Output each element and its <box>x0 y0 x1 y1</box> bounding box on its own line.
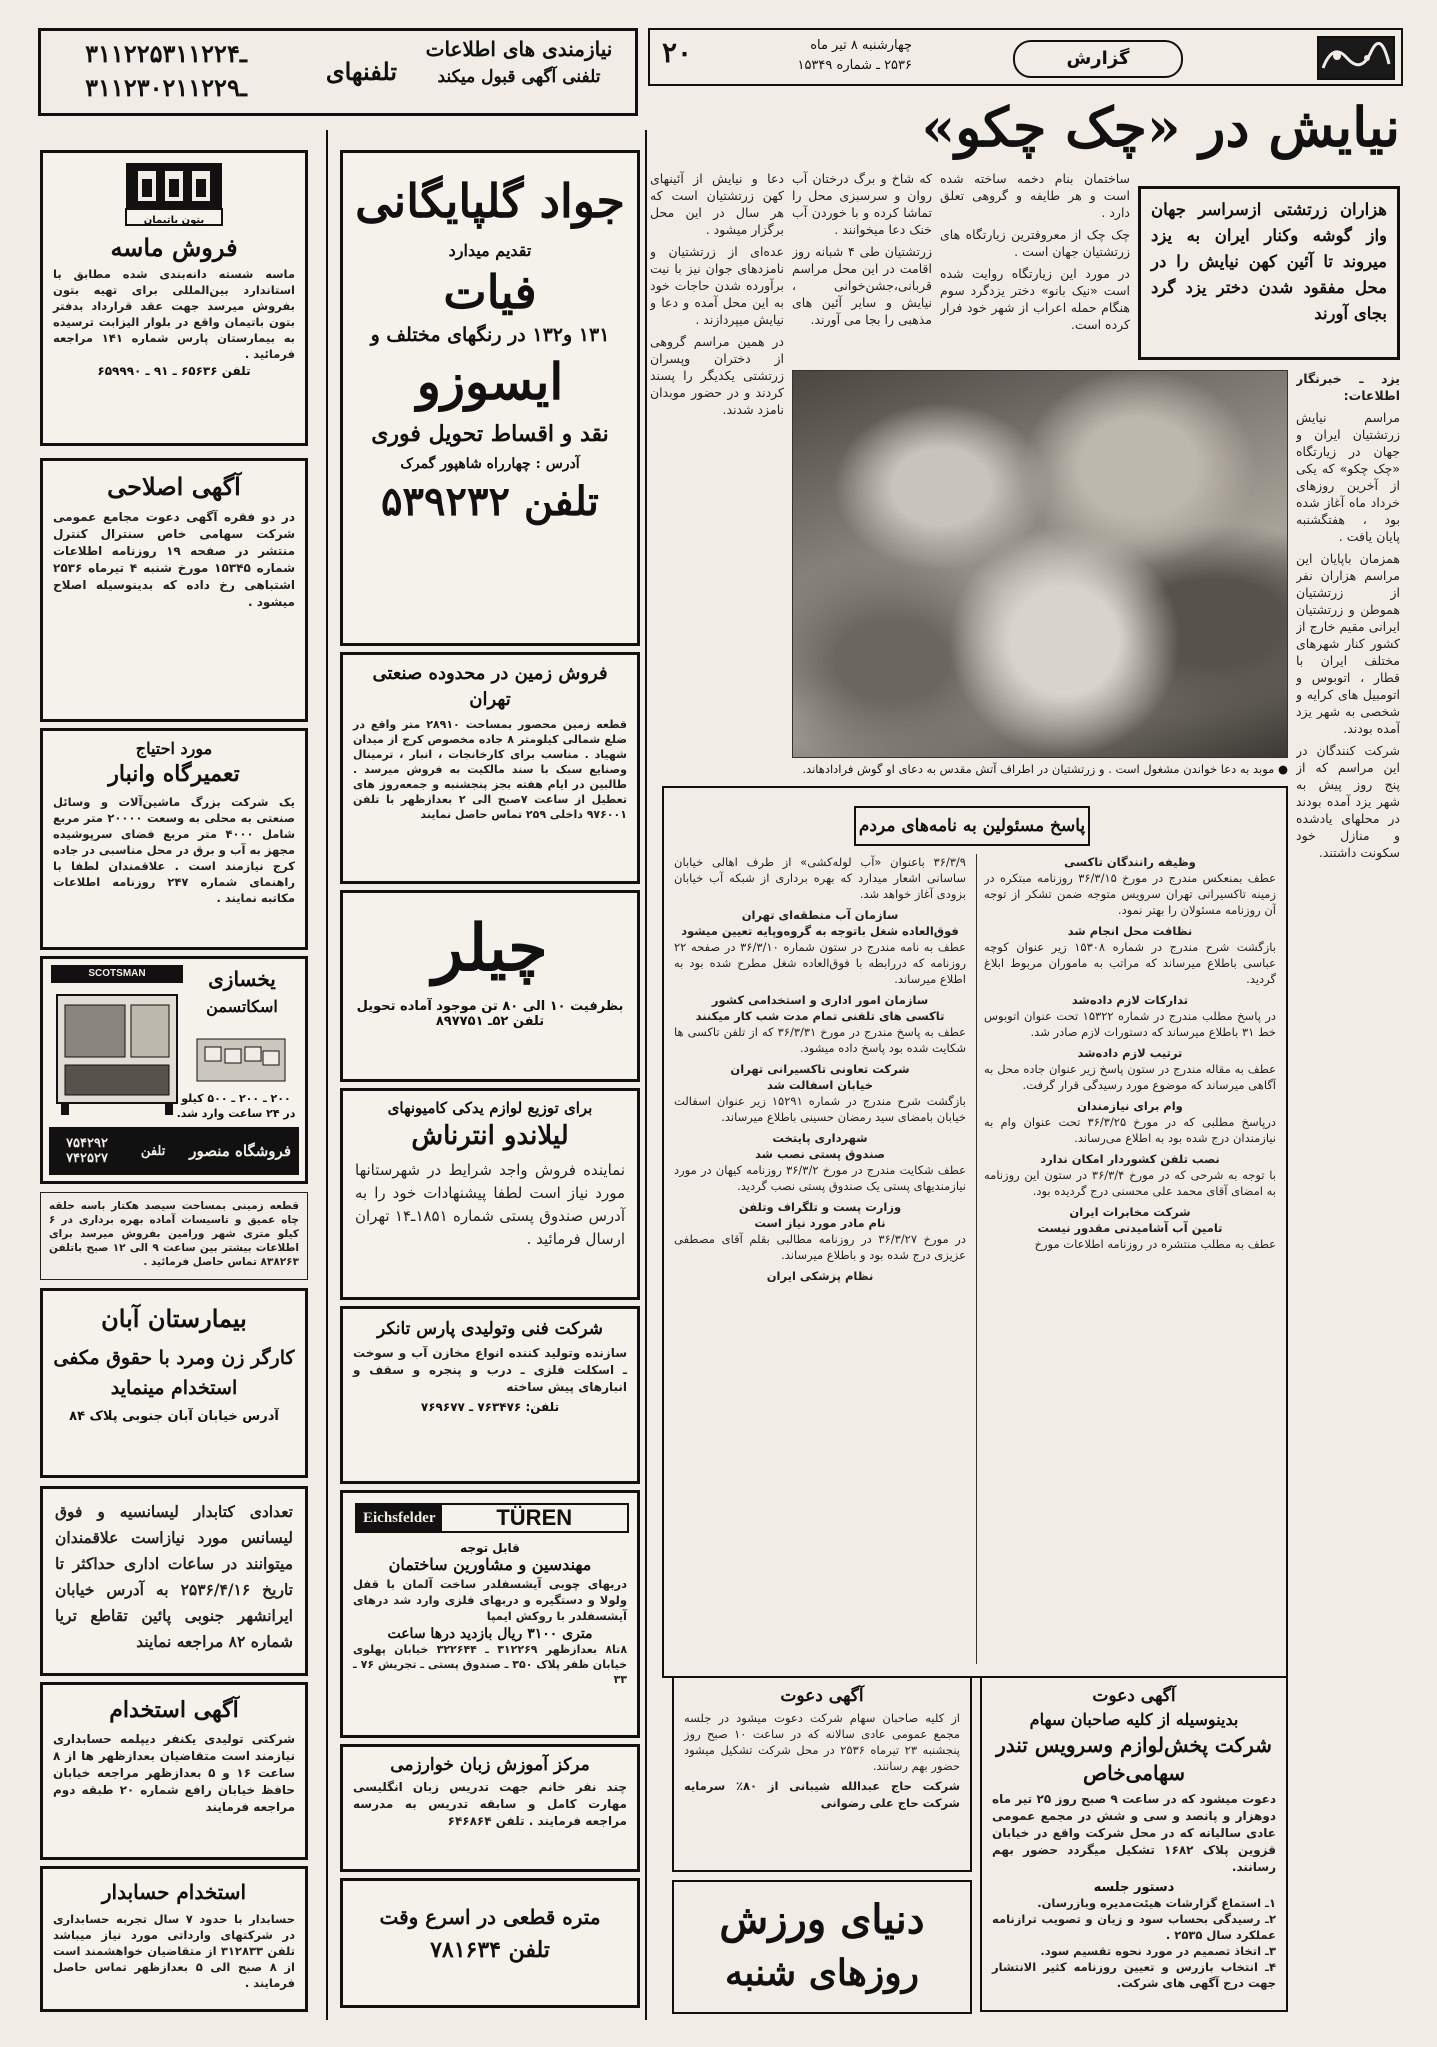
chiller-phone: تلفن ۵۲ـ ۸۹۷۷۵۱ <box>435 1014 545 1029</box>
needs-subtitle: تلفنی آگهی قبول میکند <box>437 67 601 87</box>
resp-r-body-4: درپاسخ مطلبی که در مورخ ۳۶/۳/۲۵ تحت عنوان وام به نیازمندان درج شده بود به اطلاع می‌رساند. <box>984 1115 1276 1145</box>
agenda-item-3: ۳ـ اتخاذ تصمیم در مورد نحوه تقسیم سود. <box>1040 1944 1276 1958</box>
resp-l-title-9: وزارت پست و تلگراف وتلفن <box>738 1200 902 1214</box>
khwarazmi-title: مرکز آموزش زبان خوارزمی <box>390 1755 590 1775</box>
report-col-c <box>792 170 932 360</box>
land-title: فروش زمین در محدوده صنعتی تهران <box>372 663 608 710</box>
report-col-a <box>1296 370 1400 2030</box>
chiller-ad <box>340 890 640 1082</box>
invite2-title: آگهی دعوت <box>1092 1686 1176 1706</box>
agenda-item-1: ۱ـ استماع گزارشات هیئت‌مدیره وبازرسان. <box>1037 1896 1276 1910</box>
scotsman-brand <box>51 965 183 983</box>
scotsman-caps: ۲۰۰ ـ ۲۰۰ ـ ۵۰۰ کیلو در ۲۴ ساعت وارد شد. <box>176 1092 296 1120</box>
warehouse-title: تعمیرگاه وانبار <box>108 761 240 787</box>
responses-heading <box>854 806 1090 846</box>
correction-ad <box>40 458 308 722</box>
resp-l-body-0: ۳۶/۳/۹ باعنوان «آب لوله‌کشی» از طرف اهالی خیابان ساسانی اشعار میدارد که بهره برداری از شبکه آب خیابان بزودی آغاز خواهد شد. <box>674 855 966 901</box>
resp-r-body-5: با توجه به شرحی که در مورخ ۳۶/۳/۴ در ستون این روزنامه به امضای آقای محمد علی محسنی درج گردیده بود. <box>984 1168 1276 1198</box>
resp-l-title-1: سازمان آب منطقه‌ای تهران <box>741 908 899 922</box>
resp-l-body-6: بازگشت شرح مندرج در شماره ۱۵۲۹۱ زیر عنوان اسفالت خیابان بامضای سید رمضان حسینی باطلاع میرساند. <box>674 1094 966 1124</box>
scotsman-footer <box>49 1127 299 1175</box>
photo-caption: ● موبد به دعا خواندن مشغول است . و زرتشتیان در اطراف آتش مقدس به دعای او گوش فرادادهاند. <box>802 762 1288 776</box>
resp-r-title-5: نصب تلفن کشوردار امکان ندارد <box>1040 1152 1220 1166</box>
column-rule-mid <box>645 130 647 2020</box>
issue-date: چهارشنبه ۸ تیر ماه <box>810 38 912 53</box>
resp-r-body-2: در پاسخ مطلب مندرج در شماره ۱۵۳۲۲ تحت عنوان اتوبوس خط ۳۱ باطلاع میرساند که دستورات لازم صادر شد. <box>984 1009 1276 1039</box>
resp-l-title-6: خیابان اسفالت شد <box>766 1078 874 1092</box>
correction-title: آگهی اصلاحی <box>107 472 241 501</box>
report-col-b-p3: در مورد این زیارتگاه روایت شده است «نیک بانو» دختر یزدگرد سوم هنگام حمله اعراب از شهر خود فرار کرده است. <box>940 266 1130 332</box>
report-summary-text: هزاران زرتشتی ازسراسر جهان واز گوشه وکنار ایران به یزد میروند تا آئین کهن نیایش را در محل مفقود شدن دختر یزد گرد بجای آورند <box>1151 200 1387 323</box>
responses-box <box>662 786 1288 1678</box>
scotsman-phone-label: تلفن <box>140 1143 166 1159</box>
sand-phone: تلفن ۶۵۶۳۶ ـ ۹۱ ـ ۶۵۹۹۹۰ <box>97 364 251 378</box>
librarian-ad <box>40 1486 308 1676</box>
dealer-address: آدرس : چهارراه شاهپور گمرک <box>400 456 580 472</box>
resp-r-title-4: وام برای نیازمندان <box>1077 1099 1183 1113</box>
agenda-item-4: ۴ـ انتخاب بازرس و تعیین روزنامه کثیر الانتشار جهت درج آگهی های شرکت. <box>992 1960 1276 1990</box>
report-col-d <box>650 170 784 750</box>
meter-phone: تلفن ۷۸۱۶۳۴ <box>430 1937 550 1963</box>
ceremony-photo <box>792 370 1288 758</box>
khwarazmi-ad <box>340 1744 640 1872</box>
masthead-left <box>38 28 638 116</box>
invite1-body: از کلیه صاحبان سهام شرکت دعوت میشود در جلسه مجمع عمومی عادی سالانه که در ساعت ۱۰ صبح روز پنجشنبه ۲۳ تیرماه ۲۵۳۶ در محل شرکت تشکیل میشود حضور بهم رسانند. <box>684 1711 960 1773</box>
land2-ad <box>40 1192 308 1280</box>
responses-heading-text: پاسخ مسئولین به نامه‌های مردم <box>858 816 1086 836</box>
dealer-name: جواد گلپایگانی <box>355 174 625 228</box>
report-col-c-p1: که شاخ و برگ درختان آب روان و سرسبزی محل را تماشا کرده و با خوردن آب خنک دعا میخوانند . <box>792 171 932 237</box>
sand-body: ماسه شسته دانه‌بندی شده مطابق با استاندارد بین‌المللی برای تهیه بتون بفروش میرسد جهت عقد قرارداد بدفتر بتون باتیمان واقع در بلوار الیزابت ترسیده به بیمارستان پارس شماره ۱۴۱ مراجعه فرمائید . <box>53 267 295 361</box>
leyland-title: لیلاندو انترناش <box>411 1121 569 1151</box>
sports-line-2: روزهای شنبه <box>724 1952 919 1994</box>
turen-logo <box>355 1503 629 1533</box>
leyland-ad <box>340 1088 640 1300</box>
khwarazmi-body: چند نفر خانم جهت تدریس زبان انگلیسی مهارت کامل و سابقه تدریس به مدرسه مراجعه فرمایند . تلفن ۶۴۶۸۶۴ <box>353 1780 627 1828</box>
meter-title: متره قطعی در اسرع وقت <box>379 1905 601 1929</box>
dealer-ad <box>340 150 640 646</box>
pars-title: شرکت فنی وتولیدی پارس تانکر <box>376 1319 604 1339</box>
employ-title: آگهی استخدام <box>109 1697 239 1723</box>
employ-body: شرکتی تولیدی یکنفر دیپلمه حسابداری نیازمند است متقاضیان بعدازظهر ها از ۸ ساعت ۱۶ و ۵ بعدازظهر مراجعه خیابان حافظ خیابان رافع شماره ۲۰ طبقه دوم مراجعه فرمایند <box>53 1732 296 1814</box>
turen-brand-1: Eichsfelder <box>357 1505 442 1531</box>
invite2-agenda <box>992 1895 1276 1991</box>
hospital-title: بیمارستان آبان <box>101 1304 247 1333</box>
isuzu-terms: نقد و اقساط تحویل فوری <box>371 421 609 447</box>
report-headline: نیایش در «چک چکو» <box>921 95 1400 159</box>
fiat-title: فیات <box>443 265 537 319</box>
report-col-b <box>940 170 1130 360</box>
resp-l-title-5: شرکت تعاونی تاکسیرانی تهران <box>730 1062 910 1076</box>
invite1-title: آگهی دعوت <box>780 1686 864 1706</box>
resp-l-title-10: نام مادر مورد نیاز است <box>754 1216 886 1230</box>
resp-r-title-1: نظافت محل انجام شد <box>1067 924 1193 938</box>
ice-machine-icon <box>51 987 183 1119</box>
needs-block <box>409 37 629 87</box>
employ-ad <box>40 1682 308 1860</box>
resp-r-title-3: ترتیب لازم داده‌شد <box>1077 1046 1183 1060</box>
dealer-intro: تقدیم میدارد <box>448 241 532 260</box>
beton-logo-text: بتون باتیمان <box>143 215 205 226</box>
scotsman-ad <box>40 956 308 1184</box>
chiller-body: بظرفیت ۱۰ الی ۸۰ تن موجود آماده تحویل <box>356 999 624 1014</box>
report-dateline: یزد ـ خبرنگار اطلاعات: <box>1296 371 1400 403</box>
report-col-a-p3: شرکت کنندگان در این مراسم که از پنج روز پیش به شهر یزد آمده بودند در محلهای یادشده و منازل خود سکونت داشتند. <box>1296 743 1400 860</box>
resp-l-title-3: سازمان امور اداری و استخدامی کشور <box>711 993 929 1007</box>
phones-label: تلفنهای <box>325 57 397 86</box>
hospital-ad <box>40 1288 308 1478</box>
resp-l-title-11: نظام پزشکی ایران <box>766 1269 874 1283</box>
resp-l-title-8: صندوق پستی نصب شد <box>754 1147 885 1161</box>
section-label <box>1013 40 1183 78</box>
sand-ad <box>40 150 308 446</box>
land-body: قطعه زمین محصور بمساحت ۲۸۹۱۰ متر واقع در ضلع شمالی کیلومتر ۸ جاده مخصوص کرج از میدان شهیاد . مناسب برای کارخانجات ، انبار ، ترمینال وصنایع سبک با سند مالکیت به فروش میرسد . طالبین در ایام هفته بجز پنجشنبه و جمعه‌روز های تعطیل از ساعت ۷صبح الی ۲ بعدازظهر با تلفن ۹۷۶۰۰۱ داخلی ۲۵۹ تماس حاصل نمایند <box>353 718 627 821</box>
scotsman-title: یخسازی <box>208 967 276 991</box>
resp-l-body-4: عطف به پاسخ مندرج در مورخ ۳۶/۳/۳۱ که از تلفن تاکسی ها شکایت شده بود پاسخ داده میشود. <box>674 1025 966 1055</box>
chiller-title: چیلر <box>432 911 548 986</box>
accountant-title: استخدام حسابدار <box>101 1880 247 1904</box>
scotsman-shop: فروشگاه منصور <box>189 1142 291 1160</box>
accountant-body: حسابدار با حدود ۷ سال تجربه حسابداری در شرکتهای وارداتی مورد نیاز میباشد تلفن ۳۱۲۸۳۳ از متقاضیان خواهشمند است از ۸ صبح الی ۵ بعدازظهر تماس حاصل فرمایند . <box>53 1912 295 1990</box>
turen-price: متری ۳۱۰۰ ریال بازدید درها ساعت <box>387 1626 593 1642</box>
ice-cubes-icon <box>193 1029 289 1085</box>
turen-brand-2: TÜREN <box>496 1505 573 1530</box>
resp-l-title-7: شهرداری پایتخت <box>772 1131 868 1145</box>
needs-title: نیازمندی های اطلاعات <box>425 37 613 61</box>
sand-title: فروش ماسه <box>110 233 238 262</box>
resp-r-title-7: تامین آب آشامیدنی مقدور نیست <box>1037 1221 1223 1235</box>
resp-r-body-0: عطف بمنعکس مندرج در مورخ ۳۶/۳/۱۵ روزنامه مبتکره در زمینه تاکسیرانی تهران سرویس متوجه ضمن تشکر از توجه آن روزنامه مسئولان را بهتر نمود. <box>984 871 1276 917</box>
hospital-addr: آدرس خیابان آبان جنوبی پلاک ۸۴ <box>69 1409 279 1424</box>
resp-r-title-2: تدارکات لازم داده‌شد <box>1071 993 1189 1007</box>
scotsman-phones: ۷۵۴۲۹۲ ۷۴۲۵۲۷ <box>66 1136 108 1166</box>
responses-right-col <box>984 854 1276 1670</box>
sports-line-1: دنیای ورزش <box>719 1896 925 1943</box>
warehouse-ad <box>40 728 308 950</box>
invite2-agenda-title: دستور جلسه <box>1093 1880 1175 1895</box>
report-col-b-p1: ساختمان بنام دخمه ساخته شده است و هر طایفه و گروهی تعلق دارد . <box>940 171 1130 220</box>
page-number: ۲۰ <box>662 36 693 69</box>
invite2-sub: بدینوسیله از کلیه صاحبان سهام <box>1029 1710 1239 1729</box>
ettelaat-logo-icon <box>1317 36 1395 80</box>
report-col-d-p1: دعا و نیایش از آئینهای کهن زرتشتیان است که هر سال در این محل برگزار میشود . <box>650 171 784 237</box>
land2-body: قطعه زمینی بمساحت سیصد هکتار باسه حلقه چاه عمیق و تاسیسات آماده بهره برداری در ۶ کیلو متری شهر ورامین بفروش میرسد برای اطلاعات بیشتر بین ساعت ۹ الی ۱۲ صبح باتلفن ۸۳۸۲۶۳ تماس حاصل فرمائید . <box>49 1200 300 1268</box>
invite-ad-right <box>980 1676 1288 2012</box>
warehouse-need: مورد احتیاج <box>135 739 213 758</box>
responses-divider <box>976 854 977 1664</box>
fiat-models: ۱۳۱ و۱۳۲ در رنگهای مختلف و <box>370 324 610 346</box>
phones-line-2: ۳۱۱۲۳۰ـ۲۱۱۲۲۹ <box>85 73 247 102</box>
hospital-body: کارگر زن ومرد با حقوق مکفی استخدام مینماید <box>53 1347 295 1399</box>
resp-r-body-1: بازگشت شرح مندرج در شماره ۱۵۳۰۸ زیر عنوان کوچه عباسی باطلاع میرساند که مراتب به ماموران مربوط ابلاغ گردید. <box>984 940 1276 986</box>
resp-l-body-10: در مورخ ۳۶/۳/۲۷ در روزنامه مطالبی بقلم آقای مصطفی عزیزی درج شده بود و باطلاع میرساند. <box>674 1232 966 1262</box>
pars-phone: تلفن: ۷۶۳۴۷۶ ـ ۷۶۹۶۷۷ <box>420 1400 560 1414</box>
resp-l-body-8: عطف شکایت مندرج در مورخ ۳۶/۳/۲ روزنامه کیهان در مورد نیازمندیهای پستی یک صندوق پستی نصب گردید. <box>674 1163 966 1193</box>
land-ad <box>340 652 640 884</box>
sports-banner <box>672 1880 972 2014</box>
resp-r-body-3: عطف به مقاله مندرج در ستون پاسخ زیر عنوان جاده محل به آگاهی میرساند که موضوع مورد رسیدگی قرار گرفت. <box>984 1062 1276 1092</box>
warehouse-body: یک شرکت بزرگ ماشین‌آلات و وسائل صنعتی به محلی به وسعت ۲۰۰۰۰ متر مربع شامل ۴۰۰۰ متر مربع فضای سرپوشیده مجهز به آب و برق در محل مناسبی در جاده کرج نیازمند است . علاقمندان لطفا با راهنمای شماره ۲۴۷ روزنامه اطلاعات مکاتبه نمایند . <box>53 795 296 905</box>
issue-dateline <box>712 36 912 76</box>
turen-intro: قابل توجه <box>460 1541 520 1555</box>
pars-body: سازنده وتولید کننده انواع مخازن آب و سوخت ـ اسکلت فلزی ـ درب و پنجره و سقف و انبارهای پیش ساخته <box>353 1346 627 1394</box>
report-col-a-p2: همزمان باپایان این مراسم هزاران نفر از زرتشتیان هموطن و زرتشتیان ایرانی مقیم خارج از کشور کنار شهرهای مختلف ایران با قطار ، اتوبوس و اتومبیل های کرایه و شخصی به شهر یزد آمده بودند. <box>1296 551 1400 736</box>
turen-title: مهندسین و مشاورین ساختمان <box>388 1555 592 1574</box>
beton-logo <box>124 161 224 226</box>
phones-block <box>51 37 281 105</box>
resp-l-title-2: فوق‌العاده شغل باتوجه به گروه‌وپایه تعیین میشود <box>681 924 959 938</box>
issue-number: ۲۵۳۶ ـ شماره ۱۵۳۴۹ <box>797 58 912 73</box>
turen-ad <box>340 1490 640 1738</box>
librarian-body: تعدادی کتابدار لیسانسیه و فوق لیسانس مورد نیازاست علاقمندان میتوانند در ساعات اداری حداکثر تا تاریخ ۲۵۳۶/۴/۱۶ به آدرس خیابان ایرانشهر جنوبی پائین تقاطع تریا شماره ۸۲ مراجعه نمایند <box>55 1502 293 1651</box>
resp-r-title-6: شرکت مخابرات ایران <box>1069 1205 1191 1219</box>
accountant-ad <box>40 1866 308 2012</box>
section-label-text: گزارش <box>1066 48 1130 69</box>
isuzu-title: ایسوزو <box>416 352 564 411</box>
resp-r-title-0: وظیفه رانندگان تاکسی <box>1064 855 1196 869</box>
report-summary <box>1138 186 1400 360</box>
pars-tanker-ad <box>340 1306 640 1484</box>
report-col-d-p2: عده‌ای از زرتشتیان و نامزدهای جوان نیز با نیت برآورده شدن حاجات خود به این محل آمده و دعا و نیایش میپردازند . <box>650 244 784 327</box>
scotsman-brand-text: SCOTSMAN <box>88 968 146 979</box>
scotsman-sub: اسکاتسمن <box>206 997 278 1016</box>
meter-ad <box>340 1878 640 2008</box>
resp-r-body-7: عطف به مطلب منتشره در روزنامه اطلاعات مورخ <box>1034 1237 1276 1251</box>
turen-body: دربهای چوبی آیشسفلدر ساخت آلمان با قفل ولولا و دستگیره و دربهای فلزی وارد شد درهای آیشسفلدر با روکش ایمپا <box>353 1577 627 1623</box>
report-col-d-p3: در همین مراسم گروهی از دختران وپسران زرتشتی یکدیگر را پسند کردند و در حضور موبدان نامزد شدند. <box>650 334 784 417</box>
invite2-company: شرکت پخش‌لوازم وسرویس تندر سهامی‌خاص <box>996 1733 1272 1785</box>
resp-l-title-4: تاکسی های تلفنی تمام مدت شب کار میکنند <box>695 1009 945 1023</box>
leyland-intro: برای توزیع لوازم یدکی کامیونهای <box>387 1099 593 1117</box>
resp-l-body-2: عطف به نامه مندرج در ستون شماره ۳۶/۳/۱۰ در صفحه ۲۲ روزنامه که دررابطه با فوق‌العاده شغل مطرح شده بود به اطلاع میرساند. <box>674 940 966 986</box>
column-rule-left <box>326 130 328 2020</box>
turen-hours: ۸تا۸ بعدازظهر ۳۱۲۲۶۹ ـ ۳۲۲۶۴۴ خیابان پهلوی خیابان ظفر پلاک ۳۵۰ ـ صندوق پستی ـ تجریش ۷۶ ـ ۳۳ <box>353 1643 628 1686</box>
phones-line-1: ۳۱۱۲۲۵ـ۳۱۱۲۲۴ <box>85 39 247 68</box>
report-col-a-p1: مراسم نیایش زرتشتیان ایران و جهان در زیارتگاه «چک چکو» که یکی از آخرین روزهای خرداد ماه آغاز شده بود ، هفتگشنبه پایان یافت . <box>1296 410 1400 544</box>
masthead-right <box>648 28 1403 86</box>
correction-body: در دو فقره آگهی دعوت مجامع عمومی شرکت سهامی خاص سنترال کنترل منتشر در صفحه ۱۹ روزنامه اطلاعات شماره ۱۵۳۴۵ مورخ شنبه ۴ تیرماه ۲۵۳۶ اشتباهی رخ داده که بدینوسیله اصلاح میشود . <box>53 510 295 609</box>
dealer-phone: تلفن ۵۳۹۲۳۲ <box>381 478 599 525</box>
invite-ad-left <box>672 1676 972 1872</box>
invite1-sign: شرکت حاج عبدالله شیبانی از ۸۰٪ سرمایه شرکت حاج علی رضوانی <box>684 1779 961 1810</box>
leyland-body: نماینده فروش واجد شرایط در شهرستانها مورد نیاز است لطفا پیشنهادات خود را به آدرس صندوق پستی شماره ۱۸۵۱ـ۱۴ تهران ارسال فرمائید . <box>355 1161 625 1248</box>
report-col-c-p2: زرتشتیان طی ۴ شبانه روز اقامت در این محل مراسم قربانی،جشن‌خوانی ، نیایش و سایر آئین های مذهبی را بجا می آورند. <box>792 244 932 327</box>
responses-left-col <box>674 854 966 1670</box>
report-col-b-p2: چک چک از معروفترین زیارتگاه های زرتشتیان جهان است . <box>940 227 1130 259</box>
agenda-item-2: ۲ـ رسیدگی بحساب سود و زیان و تصویب ترازنامه عملکرد سال ۲۵۳۵ . <box>992 1912 1276 1942</box>
invite2-body: دعوت میشود که در ساعت ۹ صبح روز ۲۵ تیر ماه دوهزار و پانصد و سی و شش در مجمع عمومی عادی سالیانه که در محل شرکت واقع در خیابان قزوین پلاک ۱۶۸۲ تشکیل میگردد حضور بهم رسانند. <box>992 1792 1277 1874</box>
